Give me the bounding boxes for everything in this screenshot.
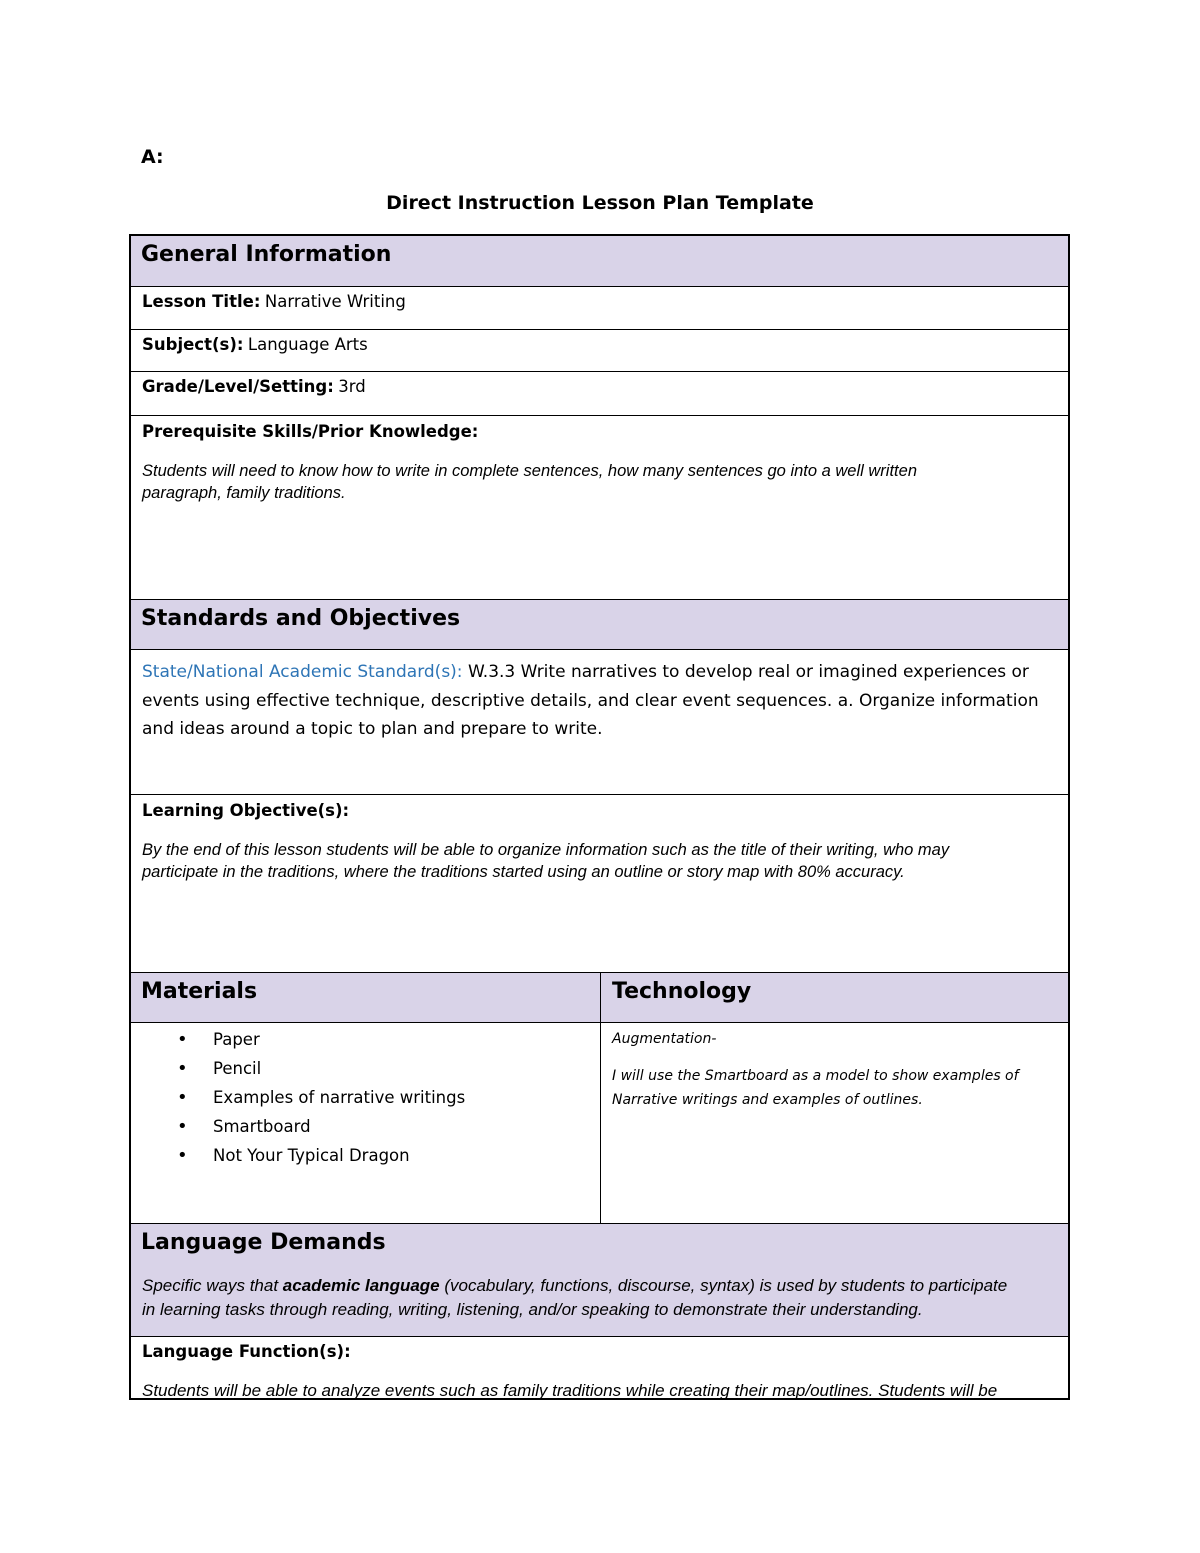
technology-heading: Technology bbox=[612, 979, 752, 1004]
standard-row bbox=[131, 650, 1068, 795]
lesson-plan-table bbox=[129, 234, 1070, 1400]
lesson-title-value: Narrative Writing bbox=[264, 292, 406, 311]
materials-technology-header bbox=[131, 973, 1068, 1023]
language-demands-heading: Language Demands bbox=[141, 1230, 386, 1255]
prerequisite-row bbox=[131, 416, 1068, 600]
objective-text-line-1: By the end of this lesson students will be able to organize information such as the title of their writing, who may bbox=[142, 841, 950, 859]
technology-text bbox=[612, 1027, 1042, 1112]
document-title: Direct Instruction Lesson Plan Template bbox=[386, 192, 814, 214]
materials-heading: Materials bbox=[141, 979, 258, 1004]
standard-label: State/National Academic Standard(s): bbox=[142, 662, 463, 682]
column-divider bbox=[600, 973, 601, 1022]
subjects-label: Subject(s): bbox=[142, 335, 244, 354]
language-function-text-line-1: Students will be able to analyze events such as family traditions while creating their map/outlines. Students will be bbox=[142, 1381, 998, 1400]
subjects-value: Language Arts bbox=[247, 335, 368, 354]
materials-list bbox=[171, 1025, 465, 1170]
general-information-heading: General Information bbox=[141, 242, 392, 267]
language-demands-intro-line-2: in learning tasks through reading, writing, listening, and/or speaking to demonstrate their understanding. bbox=[142, 1300, 923, 1319]
objective-row bbox=[131, 795, 1068, 973]
standard-text: W.3.3 Write narratives to develop real or imagined experiences or events using effective technique, descriptive details, and clear event sequences. a. Organize information and ideas around a topic to plan and prepare to write. bbox=[142, 662, 1039, 739]
list-item: • Pencil bbox=[213, 1054, 465, 1083]
language-demands-intro-line-1: Specific ways that academic language (vocabulary, functions, discourse, syntax) is used by students to participate bbox=[142, 1276, 1008, 1295]
lesson-title-row bbox=[131, 287, 1068, 330]
technology-line-3: Narrative writings and examples of outlines. bbox=[612, 1092, 923, 1108]
objective-text-line-2: participate in the traditions, where the traditions started using an outline or story map with 80% accuracy. bbox=[142, 863, 905, 881]
prerequisite-label: Prerequisite Skills/Prior Knowledge: bbox=[142, 422, 479, 441]
technology-line-2: I will use the Smartboard as a model to show examples of bbox=[612, 1068, 1019, 1084]
grade-value: 3rd bbox=[338, 377, 366, 396]
list-item: • Examples of narrative writings bbox=[213, 1083, 465, 1112]
general-information-header bbox=[131, 236, 1068, 287]
language-function-row bbox=[131, 1337, 1068, 1400]
lesson-title-label: Lesson Title: bbox=[142, 292, 261, 311]
column-divider bbox=[600, 1023, 601, 1223]
academic-language-term: academic language bbox=[282, 1276, 440, 1295]
language-demands-header bbox=[131, 1224, 1068, 1337]
language-function-label: Language Function(s): bbox=[142, 1342, 351, 1361]
list-item: • Paper bbox=[213, 1025, 465, 1054]
materials-technology-row bbox=[131, 1023, 1068, 1224]
prerequisite-text-line-2: paragraph, family traditions. bbox=[142, 484, 346, 502]
grade-label: Grade/Level/Setting: bbox=[142, 377, 334, 396]
list-item: • Not Your Typical Dragon bbox=[213, 1141, 465, 1170]
section-label: A: bbox=[141, 146, 164, 168]
grade-row bbox=[131, 372, 1068, 416]
standard-text-block bbox=[142, 658, 1054, 744]
list-item: • Smartboard bbox=[213, 1112, 465, 1141]
prerequisite-text-line-1: Students will need to know how to write in complete sentences, how many sentences go into a well written bbox=[142, 462, 917, 480]
standards-heading: Standards and Objectives bbox=[141, 606, 461, 631]
objective-label: Learning Objective(s): bbox=[142, 801, 350, 820]
technology-line-1: Augmentation- bbox=[612, 1031, 717, 1047]
standards-header bbox=[131, 600, 1068, 650]
subjects-row bbox=[131, 330, 1068, 372]
